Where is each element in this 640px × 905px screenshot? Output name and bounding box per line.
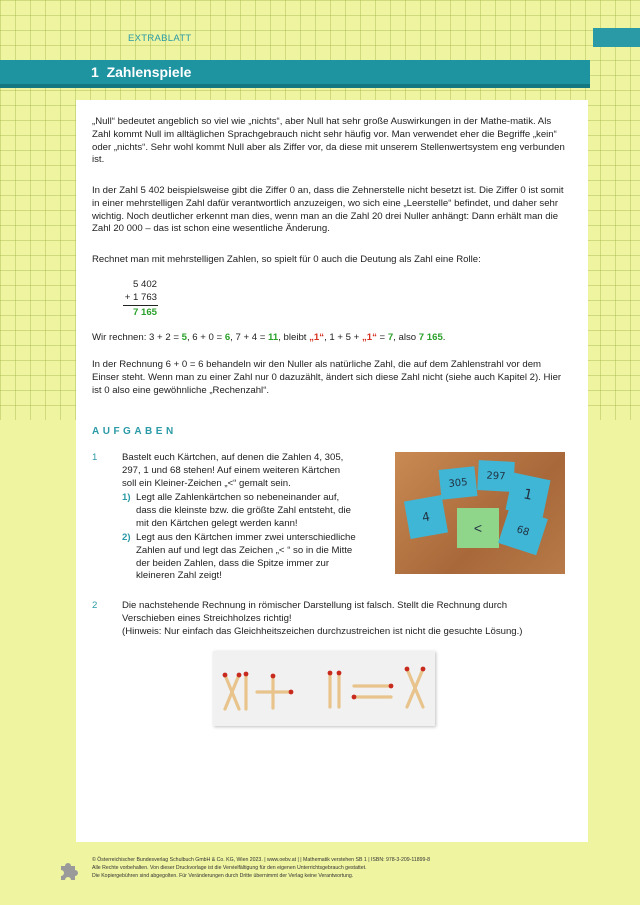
aufgaben-heading: AUFGABEN <box>92 426 177 437</box>
intro-paragraph-3: Rechnet man mit mehrstelligen Zahlen, so spielt für 0 auch die Deutung als Zahl eine Rolle: <box>92 254 481 265</box>
calc-line-1: 5 402 <box>132 279 157 290</box>
task-1-number: 1 <box>92 452 98 463</box>
calc-sum-line <box>123 305 158 306</box>
footer-copyright: © Österreichischer Bundesverlag Schulbuch GmbH & Co. KG, Wien 2023. | www.oebv.at | | Mathematik verstehen SB 1 | ISBN: 978-3-209-11899-8 <box>92 857 431 863</box>
calc-result: 7 165 <box>132 307 157 318</box>
calc-explanation: Wir rechnen: 3 + 2 = 5, 6 + 0 = 6, 7 + 4 = 11, bleibt „1“, 1 + 5 + „1“ = 7, also 7 165. <box>92 332 446 343</box>
photo-card-305: 305 <box>439 466 478 500</box>
matchstick-equation-photo <box>213 651 435 726</box>
number-cards-photo <box>395 452 565 574</box>
chapter-title-bar-shadow <box>0 84 590 88</box>
extrablatt-label: EXTRABLATT <box>128 33 192 44</box>
photo-card-1: 1 <box>505 472 550 517</box>
chapter-title <box>91 64 191 80</box>
matchsticks-icon <box>213 651 435 726</box>
puzzle-piece-icon <box>57 858 81 882</box>
task-2-number: 2 <box>92 600 98 611</box>
photo-card-less-than: < <box>457 508 499 548</box>
calc-line-2: + 1 763 <box>124 292 157 303</box>
task-1-sub-1-number: 1) <box>122 492 131 503</box>
intro-paragraph-1: „Null“ bedeutet angeblich so viel wie „nichts“, aber Null hat sehr große Auswirkungen in der Mathe-matik. Als Zahl kommt Null im alltäglichen Sprachgebrauch nicht sehr häufig vor. Man verwendet eher die Begriffe „kein“ oder „nichts“. Sehr wohl kommt Null aber als Ziffer vor, da diese mit unserem Stellenwertsystem eng verbunden ist. <box>92 116 565 166</box>
photo-card-297: 297 <box>477 460 515 492</box>
photo-card-4: 4 <box>404 495 448 539</box>
task-1-sub-2-text: Legt aus den Kärtchen immer zwei unterschiedliche Zahlen auf und legt das Zeichen „< “ so in die Mitte der beiden Zahlen, dass die Spitze immer zur kleineren Zahl zeigt! <box>136 532 356 582</box>
task-2-text: Die nachstehende Rechnung in römischer Darstellung ist falsch. Stellt die Rechnung durch Verschieben eines Streichholzes richtig! (Hinweis: Nur einfach das Gleichheitszeichen durchzustreichen ist nicht die gesuchte Lösung.) <box>122 600 523 637</box>
task-1-sub-2-number: 2) <box>122 532 131 543</box>
photo-card-68: 68 <box>498 507 548 556</box>
chapter-name: Zahlenspiele <box>106 64 192 80</box>
footer-rights: Alle Rechte vorbehalten. Von dieser Druckvorlage ist die Vervielfältigung für den eigenen Unterrichtsgebrauch gestattet. <box>92 865 367 871</box>
task-1-sub-1-text: Legt alle Zahlenkärtchen so nebeneinander auf, dass die kleinste bzw. die größte Zahl entsteht, die mit den Kärtchen gelegt werden kann! <box>136 492 351 529</box>
chapter-number: 1 <box>91 64 99 80</box>
task-1-text: Bastelt euch Kärtchen, auf denen die Zahlen 4, 305, 297, 1 und 68 stehen! Auf einem weiteren Kärtchen soll ein Kleiner-Zeichen „<“ gemalt sein. <box>122 452 344 489</box>
header-tab-decoration <box>593 28 640 47</box>
chapter-title-bar <box>0 60 590 87</box>
intro-paragraph-4: In der Rechnung 6 + 0 = 6 behandeln wir den Nuller als natürliche Zahl, die auf dem Zahlenstrahl vor dem Einser steht. Wenn man zu einer Zahl nur 0 dazuzählt, ändert sich diese Zahl nicht (siehe auch Kapitel 2). Hier ist 0 also eine gewöhnliche „Rechenzahl“. <box>92 359 562 396</box>
footer-disclaimer: Die Kopiergebühren sind abgegolten. Für Veränderungen durch Dritte übernimmt der Verlag keine Verantwortung. <box>92 873 354 879</box>
intro-paragraph-2: In der Zahl 5 402 beispielsweise gibt die Ziffer 0 an, dass die Zehnerstelle nicht besetzt ist. Die Ziffer 0 ist somit in einer mehrstelligen Zahl dafür verantwortlich anzuzeigen, wo sich eine „Leerstelle“ befindet, und daher sehr wichtig. Noch deutlicher erkennt man dies, wenn man an die Zahl 20 drei Nuller anhängt: Dann erhält man die Zahl 20 000 – das ist schon eine wesentliche Änderung. <box>92 185 564 235</box>
